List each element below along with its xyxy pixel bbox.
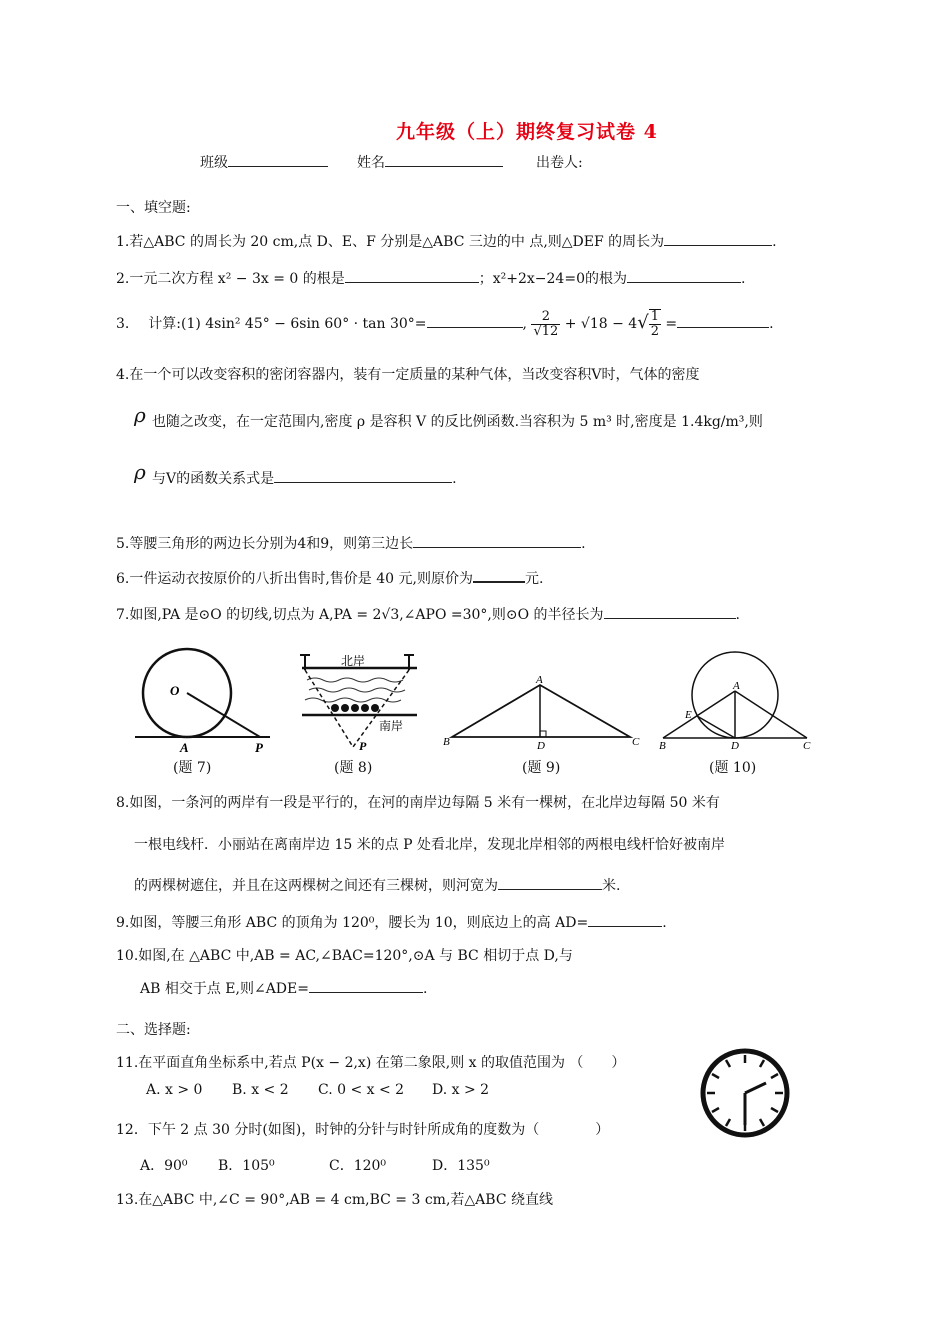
q10-line-1: 10.如图,在 △ABC 中,AB = AC,∠BAC=120°,⊙A 与 BC 相切于点 D,与 xyxy=(116,948,573,964)
q8-line-1: 8.如图，一条河的两岸有一段是平行的，在河的南岸边每隔 5 米有一棵树，在北岸边每隔 50 米有 xyxy=(116,795,720,811)
q11-option-a[interactable]: A. x > 0 xyxy=(146,1082,203,1098)
fig9-label-a: A xyxy=(536,674,543,686)
fig9-label-b: B xyxy=(443,736,450,748)
question-9: 9.如图，等腰三角形 ABC 的顶角为 120⁰，腰长为 10，则底边上的高 AD= . xyxy=(116,912,667,932)
q11-option-b[interactable]: B. x < 2 xyxy=(232,1082,289,1098)
q12-option-c[interactable]: C．120⁰ xyxy=(329,1158,387,1174)
q1-end: . xyxy=(772,234,777,250)
q3-eq: = xyxy=(665,316,678,332)
fig10-label-c: C xyxy=(803,740,811,752)
q2-answer-blank-1[interactable] xyxy=(345,268,479,283)
fig10-label-e: E xyxy=(685,709,692,721)
class-blank[interactable] xyxy=(228,152,328,167)
q11-option-c[interactable]: C. 0 < x < 2 xyxy=(318,1082,405,1098)
q13-stem: 13.在△ABC 中,∠C = 90°,AB = 4 cm,BC = 3 cm,若△ABC 绕直线 xyxy=(116,1192,553,1208)
name-blank[interactable] xyxy=(385,152,503,167)
q12-stem: 12．下午 2 点 30 分时(如图)，时钟的分针与时针所成角的度数为（ ） xyxy=(116,1122,610,1138)
section2-heading: 二、选择题: xyxy=(116,1022,191,1038)
figure-7 xyxy=(135,648,275,758)
q7-text: 7.如图,PA 是⊙O 的切线,切点为 A,PA = 2√3,∠APO =30°,则⊙O 的半径长为 xyxy=(116,607,604,623)
fig8-caption: (题 8) xyxy=(334,760,373,776)
fig8-label-p: P xyxy=(359,739,367,753)
q4-rho-1: ρ xyxy=(134,403,146,427)
q6-text: 6.一件运动衣按原价的八折出售时,售价是 40 元,则原价为 xyxy=(116,571,473,587)
fig9-label-c: C xyxy=(632,736,640,748)
q12-option-a[interactable]: A．90⁰ xyxy=(140,1158,188,1174)
q12-option-d[interactable]: D．135⁰ xyxy=(432,1158,490,1174)
q4-line-1: 4.在一个可以改变容积的密闭容器内，装有一定质量的某种气体，当改变容积V时，气体的密度 xyxy=(116,367,700,383)
q12-option-b[interactable]: B．105⁰ xyxy=(218,1158,275,1174)
q3-answer-blank-1[interactable] xyxy=(427,313,523,328)
q5-text: 5.等腰三角形的两边长分别为4和9，则第三边长 xyxy=(116,536,414,552)
fig9-caption: (题 9) xyxy=(522,760,561,776)
author-label: 出卷人: xyxy=(536,155,583,171)
fig10-label-b: B xyxy=(659,740,666,752)
name-label: 姓名 xyxy=(357,155,385,171)
q3-end: . xyxy=(769,316,774,332)
question-1 xyxy=(116,231,777,251)
q3-number: 3. xyxy=(116,316,130,332)
q3-fraction-1: $\frac{2}{√12}$ xyxy=(533,308,559,339)
question-3: 3. 计算:(1) 4sin² 45° − 6sin 60° · tan 30°= , $\frac{2}{√12}$ + √18 − 4√ $\frac{1}{2}$ = . xyxy=(116,308,774,339)
question-2 xyxy=(116,268,745,288)
fig7-caption: (题 7) xyxy=(173,760,212,776)
q8-line-2: 一根电线杆．小丽站在离南岸边 15 米的点 P 处看北岸，发现北岸相邻的两根电线杆恰好被南岸 xyxy=(134,837,726,853)
fig9-label-d: D xyxy=(537,740,545,752)
q3-sep: , xyxy=(522,316,527,332)
q11-stem: 11.在平面直角坐标系中,若点 P(x − 2,x) 在第二象限,则 x 的取值范围为 （ ） xyxy=(116,1055,626,1071)
q4-rho-2: ρ xyxy=(134,460,146,484)
fig10-label-d: D xyxy=(731,740,739,752)
q4-line-2: 也随之改变，在一定范围内,密度 ρ 是容积 V 的反比例函数.当容积为 5 m³ 时,密度是 1.4kg/m³,则 xyxy=(152,414,763,430)
fig10-caption: (题 10) xyxy=(709,760,757,776)
fig10-label-a: A xyxy=(733,680,740,692)
q6-answer-blank[interactable] xyxy=(473,567,525,583)
q9-answer-blank[interactable] xyxy=(588,912,662,927)
q2-mid-text: ；x²+2x−24=0的根为 xyxy=(478,271,627,287)
q2-answer-blank-2[interactable] xyxy=(627,268,741,283)
q8-line-3: 的两棵树遮住，并且在这两棵树之间还有三棵树，则河宽为 米. xyxy=(134,875,620,895)
q7-answer-blank[interactable] xyxy=(604,604,736,619)
question-6: 6.一件运动衣按原价的八折出售时,售价是 40 元,则原价为 元. xyxy=(116,567,543,588)
fig7-label-p: P xyxy=(255,740,263,755)
clock-figure xyxy=(698,1045,798,1145)
q4-line-3: 与V的函数关系式是 . xyxy=(152,468,457,488)
q11-option-d[interactable]: D. x > 2 xyxy=(432,1082,490,1098)
q3-middle: + √18 − 4 xyxy=(564,316,638,332)
q1-text: 1.若△ABC 的周长为 20 cm,点 D、E、F 分别是△ABC 三边的中 点,则△DEF 的周长为 xyxy=(116,234,665,250)
name-field xyxy=(357,152,503,172)
q3-text: 计算:(1) 4sin² 45° − 6sin 60° · tan 30°= xyxy=(148,316,427,332)
q8-answer-blank[interactable] xyxy=(498,875,602,890)
q5-answer-blank[interactable] xyxy=(413,533,581,548)
fig7-label-a: A xyxy=(180,740,189,755)
fig8-label-south: 南岸 xyxy=(379,719,404,733)
class-label: 班级 xyxy=(200,155,228,171)
q3-fraction-2: $\frac{1}{2}$ xyxy=(650,309,659,339)
q1-answer-blank[interactable] xyxy=(664,231,772,246)
q2-text: 2.一元二次方程 x² − 3x = 0 的根是 xyxy=(116,271,345,287)
figure-10 xyxy=(655,648,815,758)
question-7: 7.如图,PA 是⊙O 的切线,切点为 A,PA = 2√3,∠APO =30°,则⊙O 的半径长为 . xyxy=(116,604,740,624)
figure-8 xyxy=(297,652,427,752)
q4-answer-blank[interactable] xyxy=(274,468,452,483)
page-title: 九年级（上）期终复习试卷 4 xyxy=(396,121,658,143)
figure-9 xyxy=(440,672,650,752)
q3-answer-blank-2[interactable] xyxy=(677,313,769,328)
q10-answer-blank[interactable] xyxy=(309,978,423,993)
q2-end: . xyxy=(740,271,746,287)
fig7-label-o: O xyxy=(170,683,180,698)
class-field xyxy=(200,152,328,172)
section1-heading: 一、填空题: xyxy=(116,200,191,216)
q10-line-2: AB 相交于点 E,则∠ADE= . xyxy=(140,978,427,998)
q9-text: 9.如图，等腰三角形 ABC 的顶角为 120⁰，腰长为 10，则底边上的高 AD= xyxy=(116,915,589,931)
question-5: 5.等腰三角形的两边长分别为4和9，则第三边长 . xyxy=(116,533,586,553)
fig8-label-north: 北岸 xyxy=(341,654,366,668)
